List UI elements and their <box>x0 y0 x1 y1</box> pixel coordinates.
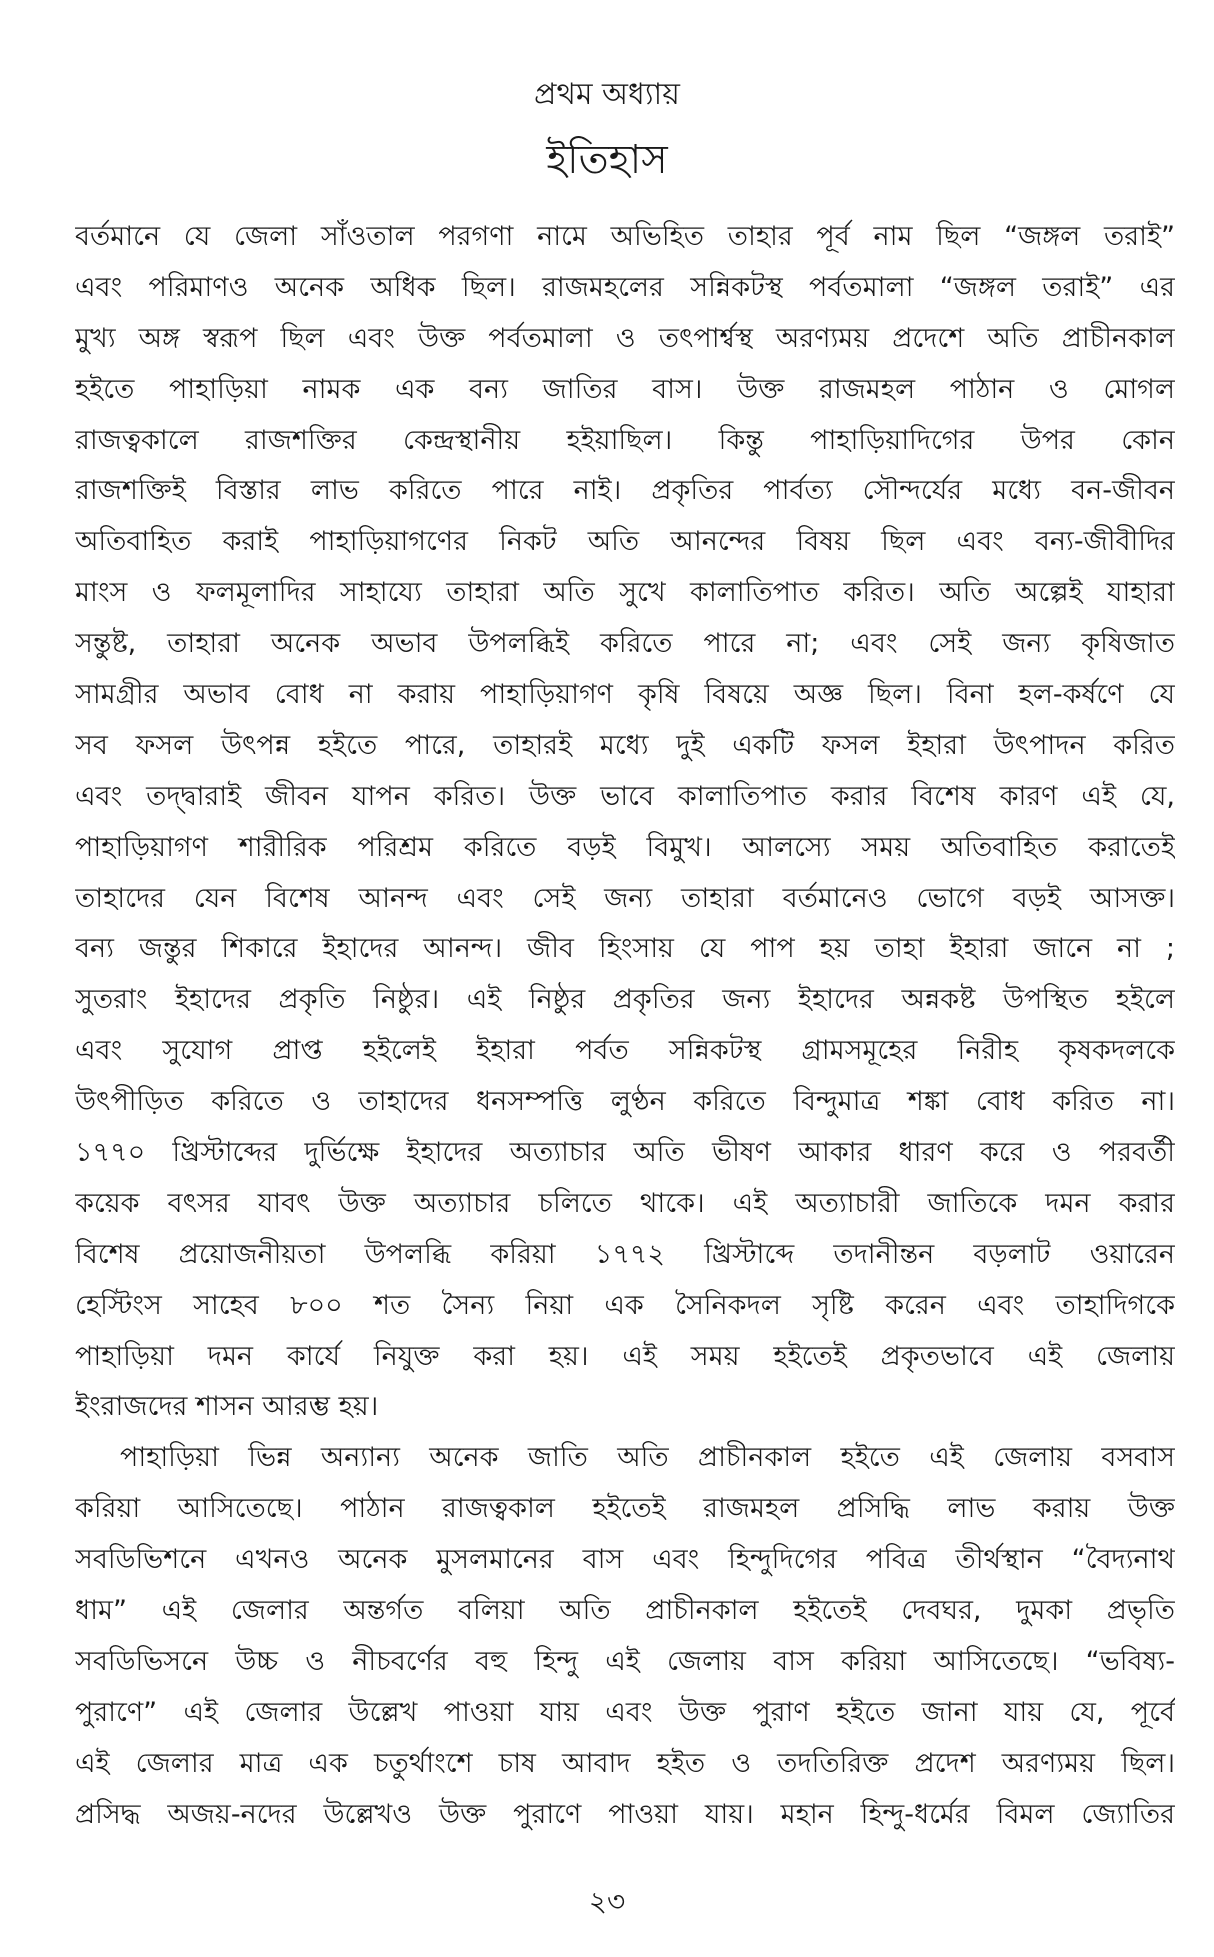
text-line: হেস্টিংস সাহেব ৮০০ শত সৈন্য নিয়া এক সৈনিকদল সৃষ্টি করেন এবং তাহাদিগকে <box>75 1289 1175 1321</box>
text-line: ধাম” এই জেলার অন্তর্গত বলিয়া অতি প্রাচীনকাল হইতেই দেবঘর, দুমকা প্রভৃতি <box>75 1595 1175 1627</box>
text-line: সামগ্রীর অভাব বোধ না করায় পাহাড়িয়াগণ কৃষি বিষয়ে অজ্ঞ ছিল। বিনা হল-কর্ষণে যে <box>75 679 1175 711</box>
text-line: রাজশক্তিই বিস্তার লাভ করিতে পারে নাই। প্রকৃতির পার্বত্য সৌন্দর্যের মধ্যে বন-জীবন <box>75 475 1175 507</box>
text-line: সব ফসল উৎপন্ন হইতে পারে, তাহারই মধ্যে দুই একটি ফসল ইহারা উৎপাদন করিত <box>75 729 1175 761</box>
text-line: বিশেষ প্রয়োজনীয়তা উপলব্ধি করিয়া ১৭৭২ খ্রিস্টাব্দে তদানীন্তন বড়লাট ওয়ারেন <box>75 1238 1175 1270</box>
text-line: মুখ্য অঙ্গ স্বরূপ ছিল এবং উক্ত পর্বতমালা ও তৎপার্শ্বস্থ অরণ্যময় প্রদেশে অতি প্রাচীনকাল <box>75 322 1175 354</box>
text-line: এবং তদ্দ্বারাই জীবন যাপন করিত। উক্ত ভাবে কালাতিপাত করার বিশেষ কারণ এই যে, <box>75 780 1175 812</box>
text-line: সবডিভিসনে উচ্চ ও নীচবর্ণের বহু হিন্দু এই জেলায় বাস করিয়া আসিতেছে। “ভবিষ্য- <box>75 1645 1175 1677</box>
text-line: পুরাণে” এই জেলার উল্লেখ পাওয়া যায় এবং উক্ত পুরাণ হইতে জানা যায় যে, পূর্বে <box>75 1696 1175 1728</box>
text-line: সুতরাং ইহাদের প্রকৃতি নিষ্ঠুর। এই নিষ্ঠুর প্রকৃতির জন্য ইহাদের অন্নকষ্ট উপস্থিত হইলে <box>75 984 1175 1016</box>
chapter-label: প্রথম অধ্যায় <box>534 77 680 112</box>
text-line: পাহাড়িয়া ভিন্ন অন্যান্য অনেক জাতি অতি প্রাচীনকাল হইতে এই জেলায় বসবাস <box>120 1442 1175 1474</box>
text-line: এবং সুযোগ প্রাপ্ত হইলেই ইহারা পর্বত সন্নিকটস্থ গ্রামসমূহের নিরীহ কৃষকদলকে <box>75 1035 1175 1067</box>
text-line: অতিবাহিত করাই পাহাড়িয়াগণের নিকট অতি আনন্দের বিষয় ছিল এবং বন্য-জীবীদির <box>75 526 1175 558</box>
text-line: উৎপীড়িত করিতে ও তাহাদের ধনসম্পত্তি লুণ্ঠন করিতে বিন্দুমাত্র শঙ্কা বোধ করিত না। <box>75 1086 1175 1118</box>
text-line: বর্তমানে যে জেলা সাঁওতাল পরগণা নামে অভিহিত তাহার পূর্ব নাম ছিল “জঙ্গল তরাই” <box>75 221 1175 252</box>
text-line: পাহাড়িয়া দমন কার্যে নিযুক্ত করা হয়। এই সময় হইতেই প্রকৃতভাবে এই জেলায় <box>75 1340 1175 1372</box>
text-line: সবডিভিশনে এখনও অনেক মুসলমানের বাস এবং হিন্দুদিগের পবিত্র তীর্থস্থান “বৈদ্যনাথ <box>75 1544 1175 1576</box>
text-line: পাহাড়িয়াগণ শারীরিক পরিশ্রম করিতে বড়ই বিমুখ। আলস্যে সময় অতিবাহিত করাতেই <box>75 831 1175 863</box>
text-line: এবং পরিমাণও অনেক অধিক ছিল। রাজমহলের সন্নিকটস্থ পর্বতমালা “জঙ্গল তরাই” এর <box>75 271 1175 303</box>
text-line: তাহাদের যেন বিশেষ আনন্দ এবং সেই জন্য তাহারা বর্তমানেও ভোগে বড়ই আসক্ত। <box>75 882 1175 914</box>
text-line: করিয়া আসিতেছে। পাঠান রাজত্বকাল হইতেই রাজমহল প্রসিদ্ধি লাভ করায় উক্ত <box>75 1493 1175 1525</box>
body-text <box>75 212 1175 1841</box>
text-line: বন্য জন্তুর শিকারে ইহাদের আনন্দ। জীব হিংসায় যে পাপ হয় তাহা ইহারা জানে না ; <box>75 933 1175 965</box>
page-number: ২৩ <box>588 1885 626 1918</box>
text-line: ১৭৭০ খ্রিস্টাব্দের দুর্ভিক্ষে ইহাদের অত্যাচার অতি ভীষণ আকার ধারণ করে ও পরবর্তী <box>75 1137 1175 1169</box>
text-line: হইতে পাহাড়িয়া নামক এক বন্য জাতির বাস। উক্ত রাজমহল পাঠান ও মোগল <box>75 373 1175 405</box>
text-line: মাংস ও ফলমূলাদির সাহায্যে তাহারা অতি সুখে কালাতিপাত করিত। অতি অল্পেই যাহারা <box>75 577 1175 609</box>
text-line: রাজত্বকালে রাজশক্তির কেন্দ্রস্থানীয় হইয়াছিল। কিন্তু পাহাড়িয়াদিগের উপর কোন <box>75 424 1175 456</box>
text-line: সন্তুষ্ট, তাহারা অনেক অভাব উপলব্ধিই করিতে পারে না; এবং সেই জন্য কৃষিজাত <box>75 628 1175 660</box>
text-line: প্রসিদ্ধ অজয়-নদের উল্লেখও উক্ত পুরাণে পাওয়া যায়। মহান হিন্দু-ধর্মের বিমল জ্যোতির <box>75 1798 1175 1830</box>
chapter-title: ইতিহাস <box>546 137 668 183</box>
text-line: এই জেলার মাত্র এক চতুর্থাংশে চাষ আবাদ হইত ও তদতিরিক্ত প্রদেশ অরণ্যময় ছিল। <box>75 1747 1175 1779</box>
text-line: কয়েক বৎসর যাবৎ উক্ত অত্যাচার চলিতে থাকে। এই অত্যাচারী জাতিকে দমন করার <box>75 1187 1175 1219</box>
text-line: ইংরাজদের শাসন আরম্ভ হয়। <box>75 1391 379 1423</box>
